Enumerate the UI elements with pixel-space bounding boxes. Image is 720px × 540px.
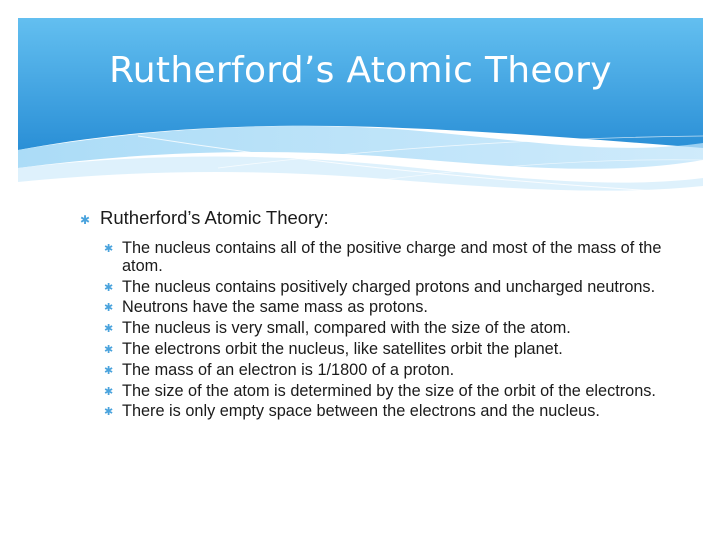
list-item: [102, 240, 680, 276]
list-item: [102, 403, 680, 421]
list-item-text: Neutrons have the same mass as protons.: [122, 298, 428, 317]
asterisk-icon: ✱: [104, 406, 114, 419]
list-item-text: The mass of an electron is 1/1800 of a proton.: [122, 360, 455, 379]
list-item: [102, 320, 680, 338]
list-item: [102, 299, 680, 317]
list-item-text: The size of the atom is determined by the size of the orbit of the electrons.: [122, 381, 656, 400]
asterisk-icon: ✱: [104, 302, 114, 315]
slide-title: Rutherford’s Atomic Theory: [109, 50, 612, 91]
list-item: [102, 383, 680, 401]
asterisk-icon: ✱: [104, 364, 114, 377]
main-bullet: [80, 206, 680, 230]
list-item-text: The nucleus is very small, compared with the size of the atom.: [122, 319, 571, 338]
asterisk-icon: ✱: [104, 323, 114, 336]
asterisk-icon: ✱: [104, 385, 114, 398]
banner-wave-graphic: [18, 18, 703, 198]
main-bullet-text: Rutherford’s Atomic Theory:: [100, 207, 329, 228]
title-banner: [18, 18, 703, 198]
list-item: [102, 279, 680, 297]
slide-body: [80, 206, 680, 424]
sub-bullet-list: [80, 240, 680, 421]
list-item-text: The nucleus contains positively charged protons and uncharged neutrons.: [122, 277, 656, 296]
list-item-text: There is only empty space between the electrons and the nucleus.: [122, 402, 600, 421]
list-item-text: The nucleus contains all of the positive charge and most of the mass of the atom.: [122, 239, 662, 275]
asterisk-icon: ✱: [104, 281, 114, 294]
list-item: [102, 341, 680, 359]
list-item-text: The electrons orbit the nucleus, like satellites orbit the planet.: [122, 339, 563, 358]
list-item: [102, 362, 680, 380]
asterisk-icon: ✱: [104, 343, 114, 356]
asterisk-icon: ✱: [80, 213, 91, 227]
asterisk-icon: ✱: [104, 243, 114, 255]
